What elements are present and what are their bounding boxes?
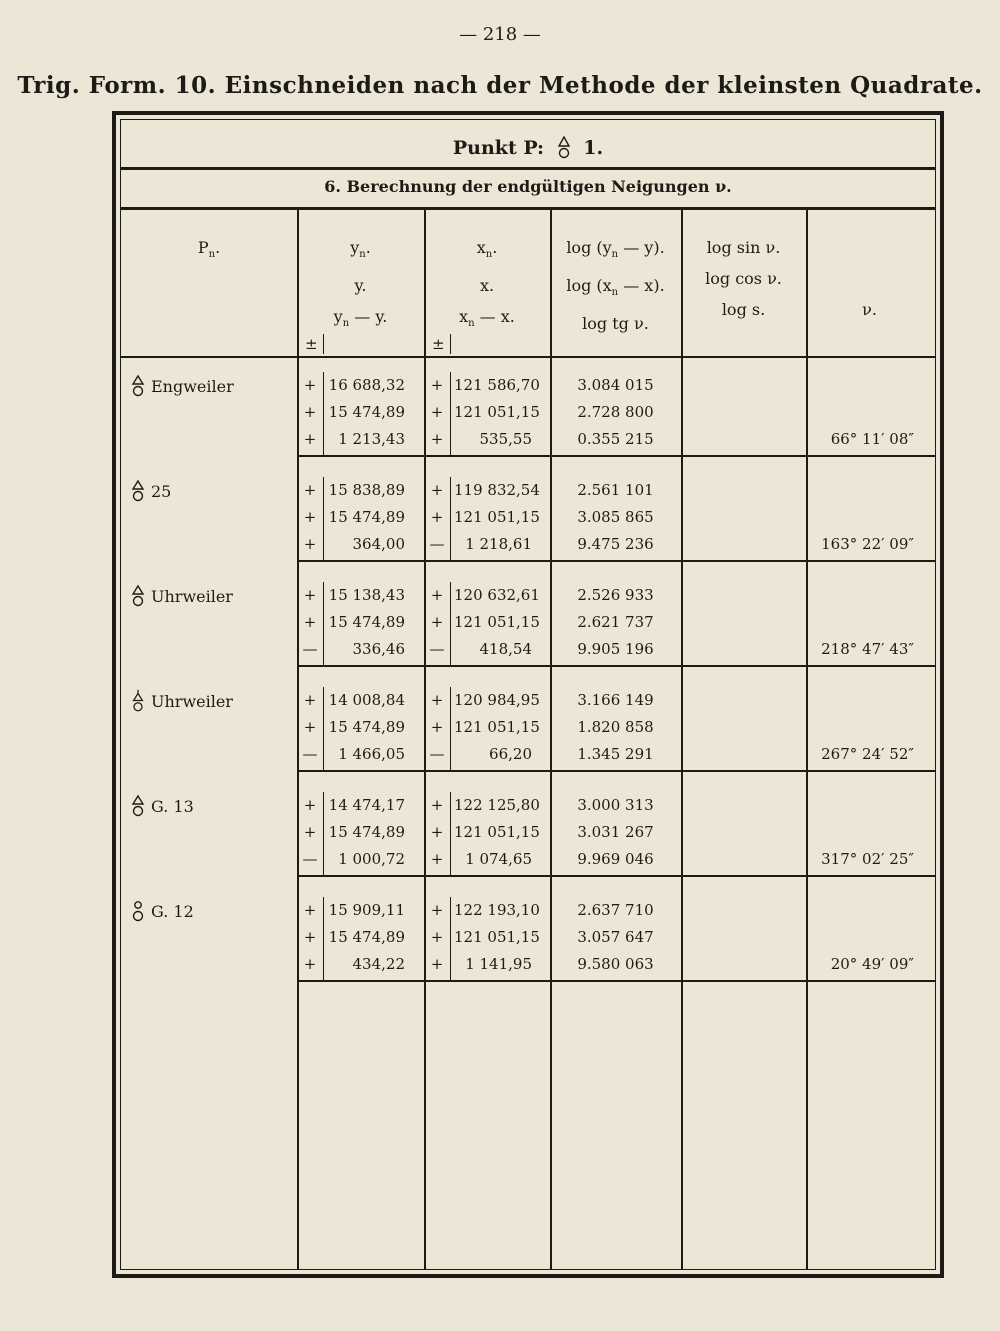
header-x-line3-sub: n: [468, 318, 475, 330]
x-sign: +: [430, 901, 444, 919]
divider: [121, 207, 935, 210]
y-sign: +: [303, 823, 317, 841]
nu-value: 317° 02′ 25″: [821, 850, 914, 868]
header-x-line1: $x_n$.: [476, 238, 498, 261]
header-y-line3-rest: — y.: [349, 307, 388, 327]
y-sign: +: [303, 928, 317, 946]
log-value: 3.166 149: [577, 691, 654, 709]
y-value: 15 474,89: [328, 508, 405, 526]
header-x-line2: x.: [479, 276, 495, 296]
sign-divider: [323, 792, 324, 877]
y-sign: +: [303, 430, 317, 448]
log-value: 3.031 267: [577, 823, 654, 841]
header-x-line3-rest: — x.: [474, 307, 515, 327]
column-divider: [681, 209, 683, 1269]
log-value: 3.057 647: [577, 928, 654, 946]
station-name: [131, 794, 194, 818]
nu-value: 163° 22′ 09″: [821, 535, 914, 553]
log-value: 3.084 015: [577, 376, 654, 394]
y-value: 15 474,89: [328, 718, 405, 736]
station-name: [131, 374, 234, 398]
header-x: [424, 232, 550, 339]
sign-divider: [323, 372, 324, 457]
nu-value: 20° 49′ 09″: [830, 955, 914, 973]
header-log: [550, 232, 681, 339]
y-sign: +: [303, 586, 317, 604]
log-value: 9.905 196: [577, 640, 654, 658]
x-sign: +: [430, 823, 444, 841]
log-value: 9.580 063: [577, 955, 654, 973]
x-sign: —: [429, 745, 445, 763]
x-sign: +: [430, 928, 444, 946]
y-value: 15 838,89: [328, 481, 405, 499]
header-x-line3: [424, 301, 550, 339]
station-name: [131, 689, 233, 713]
station-label: G. 12: [151, 902, 194, 921]
x-value: 122 193,10: [454, 901, 540, 919]
x-value: 121 051,15: [454, 718, 540, 736]
x-value: 535,55: [479, 430, 532, 448]
header-y-line3: [297, 301, 424, 339]
y-value: 15 138,43: [328, 586, 405, 604]
y-value: 15 474,89: [328, 403, 405, 421]
x-sign: +: [430, 613, 444, 631]
x-value: 121 051,15: [454, 403, 540, 421]
log-value: 2.621 737: [577, 613, 654, 631]
header-log-line1-b: — y).: [618, 238, 665, 257]
x-value: 121 586,70: [454, 376, 540, 394]
y-value: 15 474,89: [328, 928, 405, 946]
header-x-line1-text: x: [476, 238, 486, 257]
triangle-over-circle-icon: [131, 794, 145, 818]
log-value: 3.085 865: [577, 508, 654, 526]
station-label: Engweiler: [151, 377, 234, 396]
punkt-number: 1.: [583, 137, 604, 159]
punkt-label: Punkt P:: [452, 137, 544, 159]
x-sign: —: [429, 640, 445, 658]
y-value: 15 474,89: [328, 823, 405, 841]
y-value: 15 474,89: [328, 613, 405, 631]
x-value: 119 832,54: [454, 481, 540, 499]
y-sign: +: [303, 955, 317, 973]
x-sign: +: [430, 403, 444, 421]
station-label: G. 13: [151, 797, 194, 816]
group-divider: [297, 665, 935, 667]
log-value: 9.475 236: [577, 535, 654, 553]
y-sign: +: [303, 508, 317, 526]
y-sign: —: [302, 850, 318, 868]
y-sign: +: [303, 901, 317, 919]
sign-divider: [450, 897, 451, 982]
header-nu: ν.: [862, 300, 877, 319]
x-sign: +: [430, 376, 444, 394]
y-sign: +: [303, 376, 317, 394]
nu-value: 66° 11′ 08″: [830, 430, 914, 448]
y-value: 1 466,05: [338, 745, 405, 763]
group-divider: [297, 455, 935, 457]
header-logsin-line2: log cos ν.: [705, 269, 782, 288]
header-y-line3-text: y: [333, 307, 343, 327]
header-x-line3-text: x: [459, 307, 469, 327]
triangle-over-circle-icon: [557, 136, 571, 160]
y-sign: +: [303, 535, 317, 553]
group-divider: [297, 560, 935, 562]
y-value: 364,00: [352, 535, 405, 553]
header-logsin-line1: log sin ν.: [706, 238, 781, 257]
y-sign: +: [303, 481, 317, 499]
x-value: 66,20: [489, 745, 532, 763]
header-y-line1-sub: n: [359, 249, 366, 261]
header-y-line1-text: y: [350, 238, 360, 257]
header-log-line2-a: log (x: [566, 276, 612, 296]
header-logsin: [681, 232, 806, 325]
sign-divider: [323, 477, 324, 562]
header-pm-y: ±: [305, 335, 318, 353]
x-sign: +: [430, 850, 444, 868]
header-logsin-line3: log s.: [721, 300, 766, 319]
header-y-line1: $y_n$.: [350, 238, 371, 261]
station-label: Uhrweiler: [151, 587, 233, 606]
header-log-line1-sub: n: [611, 249, 619, 261]
header-pm-x: ±: [432, 335, 445, 353]
station-label: 25: [151, 482, 172, 501]
log-value: 3.000 313: [577, 796, 654, 814]
divider: [121, 167, 935, 170]
pm-divider: [450, 334, 451, 354]
header-log-line2: [550, 270, 681, 308]
log-value: 2.728 800: [577, 403, 654, 421]
flagged-triangle-over-circle-icon: [131, 689, 145, 713]
sign-divider: [323, 897, 324, 982]
table-frame: [112, 111, 944, 1278]
column-divider: [550, 209, 552, 1269]
y-value: 434,22: [352, 955, 405, 973]
header-pn-sub: n: [208, 249, 216, 261]
y-sign: —: [302, 640, 318, 658]
x-value: 120 984,95: [454, 691, 540, 709]
group-divider: [297, 770, 935, 772]
y-sign: +: [303, 403, 317, 421]
y-value: 1 000,72: [338, 850, 405, 868]
pm-divider: [323, 334, 324, 354]
y-value: 14 474,17: [328, 796, 405, 814]
header-pn: $P_n$.: [197, 238, 221, 261]
circle-over-circle-icon: [131, 899, 145, 923]
punkt-heading: [121, 136, 935, 160]
triangle-over-circle-icon: [131, 374, 145, 398]
y-value: 14 008,84: [328, 691, 405, 709]
x-sign: +: [430, 430, 444, 448]
header-log-line1-a: log (y: [566, 238, 612, 257]
x-value: 1 074,65: [465, 850, 532, 868]
station-name: [131, 479, 171, 503]
page-title: Trig. Form. 10. Einschneiden nach der Methode der kleinsten Quadrate.: [17, 72, 983, 99]
station-name: [131, 584, 233, 608]
header-y-line2: y.: [354, 276, 367, 296]
log-value: 2.637 710: [577, 901, 654, 919]
y-sign: +: [303, 691, 317, 709]
x-sign: +: [430, 691, 444, 709]
log-value: 9.969 046: [577, 850, 654, 868]
log-value: 1.345 291: [577, 745, 654, 763]
y-value: 1 213,43: [338, 430, 405, 448]
y-value: 15 909,11: [328, 901, 405, 919]
log-value: 2.526 933: [577, 586, 654, 604]
y-value: 336,46: [352, 640, 405, 658]
sign-divider: [323, 687, 324, 772]
x-value: 121 051,15: [454, 928, 540, 946]
header-x-line1-sub: n: [485, 249, 493, 261]
header-pn-label: P: [197, 238, 209, 257]
column-divider: [424, 209, 426, 1269]
nu-value: 267° 24′ 52″: [821, 745, 914, 763]
section-heading: 6. Berechnung der endgültigen Neigungen ν.: [324, 177, 732, 196]
y-value: 16 688,32: [328, 376, 405, 394]
nu-value: 218° 47′ 43″: [821, 640, 914, 658]
x-value: 121 051,15: [454, 823, 540, 841]
x-sign: —: [429, 535, 445, 553]
y-sign: +: [303, 613, 317, 631]
table-inner: [120, 119, 936, 1270]
triangle-over-circle-icon: [131, 479, 145, 503]
x-sign: +: [430, 508, 444, 526]
y-sign: —: [302, 745, 318, 763]
column-divider: [297, 209, 299, 1269]
y-sign: +: [303, 796, 317, 814]
x-sign: +: [430, 955, 444, 973]
x-value: 418,54: [479, 640, 532, 658]
sign-divider: [450, 477, 451, 562]
header-log-line2-b: — x).: [618, 276, 665, 296]
x-value: 1 141,95: [465, 955, 532, 973]
sign-divider: [323, 582, 324, 667]
page-number: — 218 —: [459, 24, 541, 45]
x-sign: +: [430, 586, 444, 604]
x-value: 121 051,15: [454, 613, 540, 631]
x-value: 121 051,15: [454, 508, 540, 526]
header-y: [297, 232, 424, 339]
y-sign: +: [303, 718, 317, 736]
x-value: 122 125,80: [454, 796, 540, 814]
triangle-over-circle-icon: [131, 584, 145, 608]
x-sign: +: [430, 718, 444, 736]
sign-divider: [450, 582, 451, 667]
group-divider: [297, 875, 935, 877]
log-value: 1.820 858: [577, 718, 654, 736]
header-divider: [121, 356, 935, 358]
header-log-line3: log tg ν.: [582, 314, 649, 334]
station-name: [131, 899, 194, 923]
header-log-line1: [550, 232, 681, 270]
log-value: 2.561 101: [577, 481, 654, 499]
x-sign: +: [430, 481, 444, 499]
station-label: Uhrweiler: [151, 692, 233, 711]
sign-divider: [450, 372, 451, 457]
header-log-line2-sub: n: [611, 287, 619, 299]
x-value: 120 632,61: [454, 586, 540, 604]
x-sign: +: [430, 796, 444, 814]
group-divider: [297, 980, 935, 982]
column-divider: [806, 209, 808, 1269]
sign-divider: [450, 792, 451, 877]
x-value: 1 218,61: [465, 535, 532, 553]
log-value: 0.355 215: [577, 430, 654, 448]
header-y-line3-sub: n: [342, 318, 350, 330]
sign-divider: [450, 687, 451, 772]
